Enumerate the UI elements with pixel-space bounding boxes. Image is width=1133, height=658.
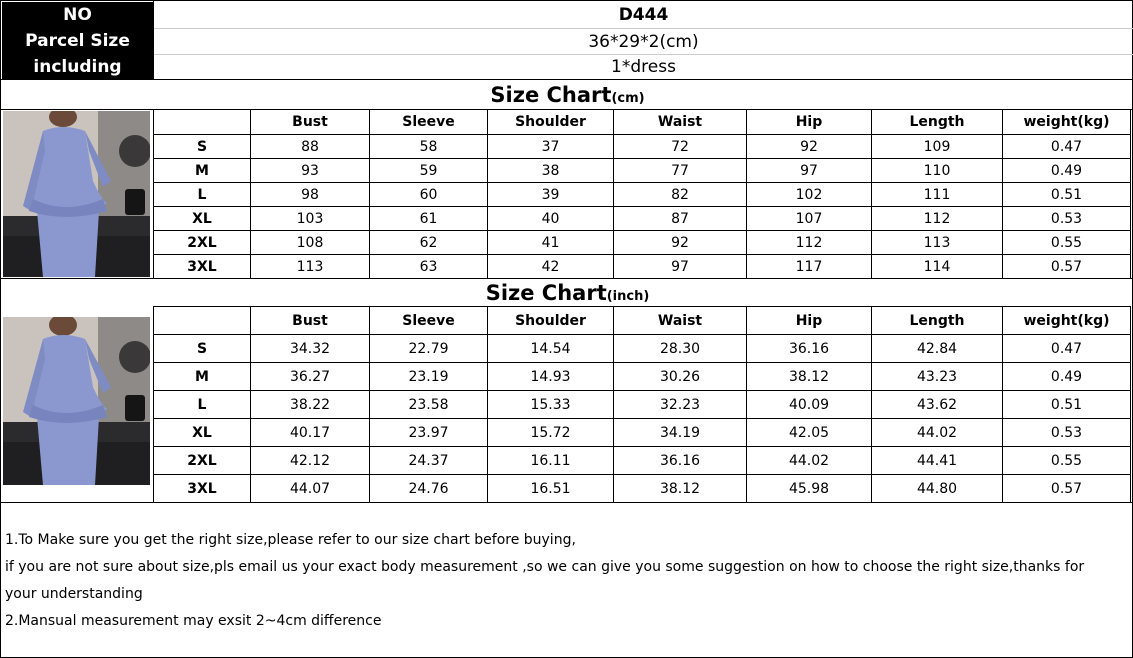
size-label: S — [154, 335, 251, 363]
table-cell: 40.17 — [251, 419, 370, 447]
table-cell: 36.27 — [251, 363, 370, 391]
size-notes — [5, 527, 1084, 635]
column-header-waist: Waist — [614, 307, 747, 335]
column-header-weight: weight(kg) — [1003, 110, 1131, 135]
table-cell: 0.51 — [1003, 391, 1131, 419]
table-cell: 44.07 — [251, 475, 370, 503]
table-row — [154, 135, 1131, 159]
table-cell: 82 — [614, 183, 747, 207]
table-cell: 0.51 — [1003, 183, 1131, 207]
divider — [1, 502, 1133, 503]
table-cell: 44.41 — [872, 447, 1003, 475]
size-label: M — [154, 159, 251, 183]
table-cell: 23.19 — [370, 363, 488, 391]
table-cell: 112 — [747, 231, 872, 255]
size-table-cm — [153, 109, 1131, 279]
table-cell: 23.58 — [370, 391, 488, 419]
table-cell: 23.97 — [370, 419, 488, 447]
parcel-size-value: 36*29*2(cm) — [154, 29, 1133, 55]
table-cell: 38.12 — [614, 475, 747, 503]
size-label: 2XL — [154, 231, 251, 255]
table-cell: 0.53 — [1003, 207, 1131, 231]
column-header — [154, 110, 251, 135]
table-cell: 60 — [370, 183, 488, 207]
column-header-bust: Bust — [251, 307, 370, 335]
table-cell: 102 — [747, 183, 872, 207]
table-cell: 61 — [370, 207, 488, 231]
table-header-row — [154, 110, 1131, 135]
column-header-hip: Hip — [747, 110, 872, 135]
table-cell: 16.11 — [488, 447, 614, 475]
header-label-including: including — [33, 57, 122, 77]
table-row — [154, 183, 1131, 207]
size-label: 3XL — [154, 255, 251, 279]
table-cell: 0.49 — [1003, 363, 1131, 391]
column-header-shoulder: Shoulder — [488, 110, 614, 135]
table-cell: 30.26 — [614, 363, 747, 391]
dress-photo-cm — [3, 111, 150, 277]
table-cell: 92 — [614, 231, 747, 255]
divider — [1, 79, 1133, 80]
size-table-inch — [153, 306, 1131, 503]
table-cell: 32.23 — [614, 391, 747, 419]
table-cell: 14.54 — [488, 335, 614, 363]
table-cell: 0.55 — [1003, 447, 1131, 475]
header-label-parcel-size: Parcel Size — [25, 31, 130, 51]
table-cell: 37 — [488, 135, 614, 159]
table-cell: 108 — [251, 231, 370, 255]
size-chart-cm-title-text: Size Chart — [490, 83, 612, 107]
column-header-hip: Hip — [747, 307, 872, 335]
table-cell: 40.09 — [747, 391, 872, 419]
size-chart-inch-title — [1, 279, 1133, 307]
size-chart-inch-title-text: Size Chart — [485, 281, 607, 305]
table-cell: 16.51 — [488, 475, 614, 503]
table-row — [154, 447, 1131, 475]
table-cell: 62 — [370, 231, 488, 255]
table-cell: 0.47 — [1003, 135, 1131, 159]
table-cell: 114 — [872, 255, 1003, 279]
header-divider — [153, 1, 154, 79]
table-cell: 44.80 — [872, 475, 1003, 503]
table-cell: 0.53 — [1003, 419, 1131, 447]
table-cell: 41 — [488, 231, 614, 255]
size-label: 3XL — [154, 475, 251, 503]
table-cell: 87 — [614, 207, 747, 231]
table-cell: 77 — [614, 159, 747, 183]
table-cell: 42.05 — [747, 419, 872, 447]
column-header-waist: Waist — [614, 110, 747, 135]
table-header-row — [154, 307, 1131, 335]
header-label-block — [2, 2, 153, 79]
table-cell: 117 — [747, 255, 872, 279]
table-cell: 97 — [747, 159, 872, 183]
note-line: your understanding — [5, 586, 143, 602]
table-cell: 42.84 — [872, 335, 1003, 363]
table-cell: 42.12 — [251, 447, 370, 475]
table-cell: 98 — [251, 183, 370, 207]
note-line: if you are not sure about size,pls email us your exact body measurement ,so we can give you some suggestion on how to choose the right size,thanks for — [5, 559, 1085, 575]
table-cell: 92 — [747, 135, 872, 159]
table-cell: 38 — [488, 159, 614, 183]
table-row — [154, 475, 1131, 503]
table-cell: 38.12 — [747, 363, 872, 391]
table-cell: 0.57 — [1003, 255, 1131, 279]
size-chart-cm-title — [1, 81, 1133, 109]
table-cell: 34.32 — [251, 335, 370, 363]
table-cell: 24.76 — [370, 475, 488, 503]
table-row — [154, 335, 1131, 363]
table-cell: 112 — [872, 207, 1003, 231]
column-header-length: Length — [872, 307, 1003, 335]
table-cell: 44.02 — [872, 419, 1003, 447]
table-row — [154, 255, 1131, 279]
table-cell: 43.62 — [872, 391, 1003, 419]
table-cell: 0.49 — [1003, 159, 1131, 183]
table-row — [154, 363, 1131, 391]
table-cell: 111 — [872, 183, 1003, 207]
table-cell: 44.02 — [747, 447, 872, 475]
column-header-length: Length — [872, 110, 1003, 135]
including-value: 1*dress — [611, 57, 676, 77]
table-cell: 63 — [370, 255, 488, 279]
table-cell: 22.79 — [370, 335, 488, 363]
table-cell: 39 — [488, 183, 614, 207]
table-cell: 34.19 — [614, 419, 747, 447]
dress-model-image — [3, 317, 150, 485]
size-chart-cm-unit: (cm) — [611, 91, 645, 106]
table-cell: 28.30 — [614, 335, 747, 363]
note-line: 1.To Make sure you get the right size,please refer to our size chart before buying, — [5, 532, 576, 548]
table-cell: 45.98 — [747, 475, 872, 503]
dress-photo-inch — [3, 317, 150, 485]
table-cell: 109 — [872, 135, 1003, 159]
dress-model-image — [3, 111, 150, 277]
table-cell: 110 — [872, 159, 1003, 183]
table-cell: 40 — [488, 207, 614, 231]
table-cell: 42 — [488, 255, 614, 279]
table-cell: 24.37 — [370, 447, 488, 475]
size-label: XL — [154, 419, 251, 447]
column-header-weight: weight(kg) — [1003, 307, 1131, 335]
table-cell: 58 — [370, 135, 488, 159]
column-header-sleeve: Sleeve — [370, 110, 488, 135]
size-label: M — [154, 363, 251, 391]
table-cell: 0.55 — [1003, 231, 1131, 255]
table-cell: 0.47 — [1003, 335, 1131, 363]
table-row — [154, 159, 1131, 183]
table-cell: 113 — [872, 231, 1003, 255]
table-cell: 113 — [251, 255, 370, 279]
table-cell: 103 — [251, 207, 370, 231]
table-row — [154, 419, 1131, 447]
table-cell: 14.93 — [488, 363, 614, 391]
table-cell: 36.16 — [747, 335, 872, 363]
table-row — [154, 207, 1131, 231]
column-header — [154, 307, 251, 335]
table-cell: 72 — [614, 135, 747, 159]
table-cell: 15.72 — [488, 419, 614, 447]
size-label: 2XL — [154, 447, 251, 475]
size-label: L — [154, 391, 251, 419]
column-header-bust: Bust — [251, 110, 370, 135]
table-cell: 59 — [370, 159, 488, 183]
table-cell: 93 — [251, 159, 370, 183]
table-row — [154, 231, 1131, 255]
size-chart-inch-unit: (inch) — [606, 289, 650, 304]
table-cell: 88 — [251, 135, 370, 159]
table-cell: 38.22 — [251, 391, 370, 419]
size-label: XL — [154, 207, 251, 231]
table-cell: 97 — [614, 255, 747, 279]
header-label-no: NO — [63, 5, 92, 25]
column-header-sleeve: Sleeve — [370, 307, 488, 335]
size-label: S — [154, 135, 251, 159]
table-cell: 107 — [747, 207, 872, 231]
column-header-shoulder: Shoulder — [488, 307, 614, 335]
table-cell: 36.16 — [614, 447, 747, 475]
table-row — [154, 391, 1131, 419]
size-label: L — [154, 183, 251, 207]
table-cell: 0.57 — [1003, 475, 1131, 503]
note-line: 2.Mansual measurement may exsit 2~4cm difference — [5, 613, 382, 629]
model-number: D444 — [154, 2, 1133, 29]
table-cell: 43.23 — [872, 363, 1003, 391]
table-cell: 15.33 — [488, 391, 614, 419]
